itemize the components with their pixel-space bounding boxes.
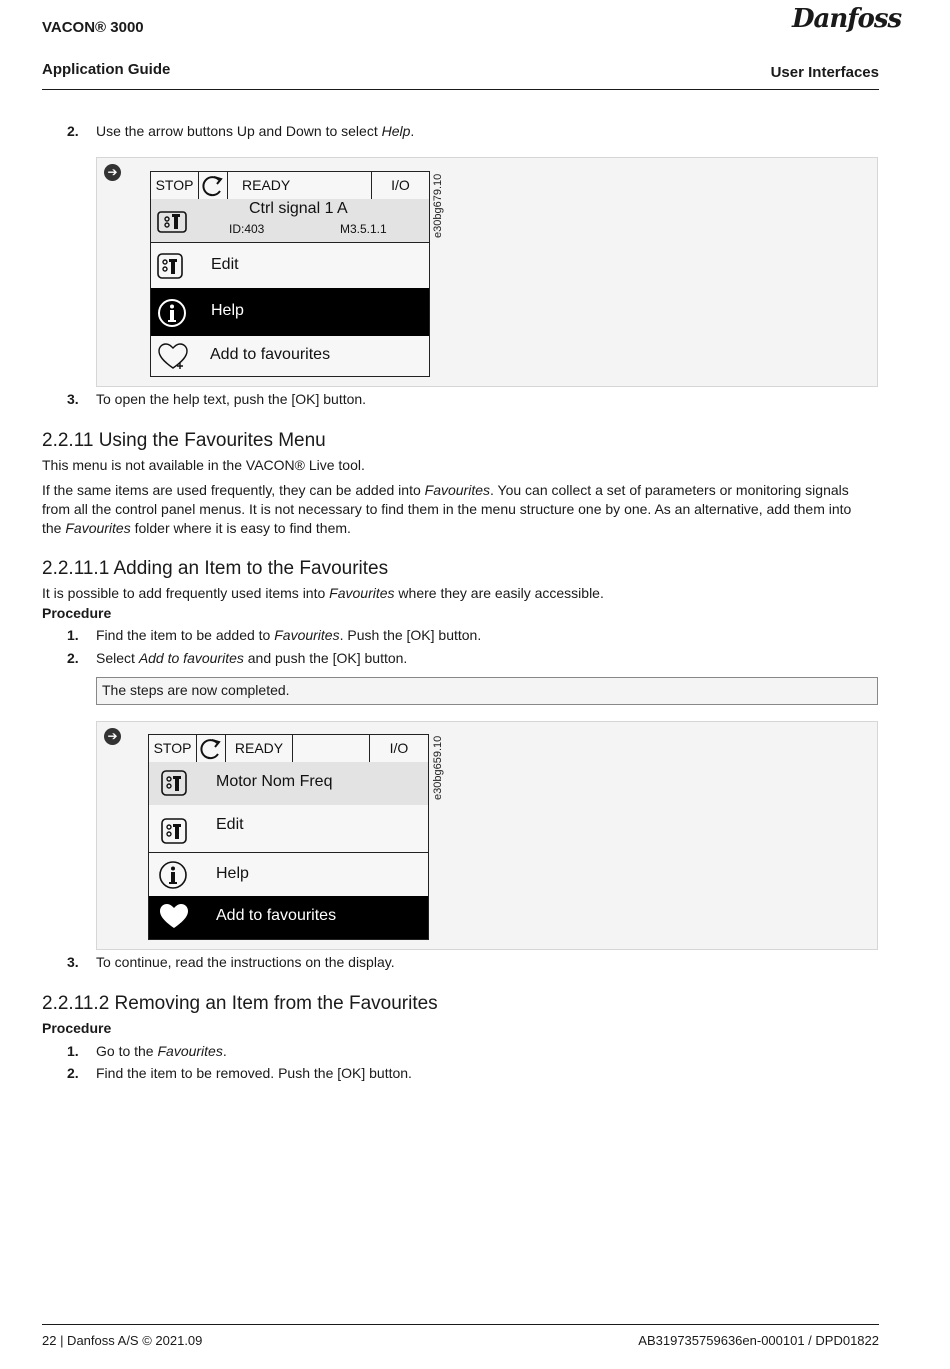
section-heading: 2.2.11.2 Removing an Item from the Favourites xyxy=(42,993,438,1014)
footer-rule xyxy=(42,1324,879,1325)
footer-page-info: 22 | Danfoss A/S © 2021.09 xyxy=(42,1333,203,1348)
keypad-display xyxy=(148,734,429,940)
procedure-label: Procedure xyxy=(42,605,112,621)
heart-plus-icon xyxy=(158,902,190,932)
menu-item-help[interactable] xyxy=(149,854,428,896)
danfoss-logo: Danfoss xyxy=(792,4,902,34)
menu-item-label: Add to favourites xyxy=(216,907,337,924)
step-number: 2. xyxy=(67,123,79,139)
menu-item-help[interactable] xyxy=(151,288,429,336)
rotation-icon xyxy=(199,172,228,199)
rotation-icon xyxy=(197,735,226,762)
guide-title: Application Guide xyxy=(42,61,171,78)
arrow-icon: ➔ xyxy=(104,164,121,181)
step-text: Go to the Favourites. xyxy=(96,1043,227,1059)
footer-doc-id: AB319735759636en-000101 / DPD01822 xyxy=(638,1333,879,1348)
menu-code: M3.5.1.1 xyxy=(340,222,387,236)
product-name: VACON® 3000 xyxy=(42,19,144,36)
menu-item-edit[interactable] xyxy=(149,805,428,853)
section-title: User Interfaces xyxy=(770,64,879,81)
status-io: I/O xyxy=(391,177,410,193)
step-text: To open the help text, push the [OK] button. xyxy=(96,391,367,407)
status-ready: READY xyxy=(228,172,372,199)
menu-item-add-to-favourites[interactable] xyxy=(151,336,429,376)
status-bar xyxy=(149,735,428,763)
parameter-icon xyxy=(161,818,187,844)
result-box: The steps are now completed. xyxy=(96,677,878,705)
step-text: To continue, read the instructions on the display. xyxy=(96,954,395,970)
step-number: 3. xyxy=(67,954,79,970)
figure-code: e30bg659.10 xyxy=(432,735,444,800)
heart-plus-icon xyxy=(157,342,189,372)
step-number: 2. xyxy=(67,1065,79,1081)
parameter-id: ID:403 xyxy=(229,222,265,236)
step-text: Find the item to be added to Favourites. Push the [OK] button. xyxy=(96,627,482,643)
menu-item-add-to-favourites[interactable] xyxy=(149,896,428,939)
menu-item-label: Edit xyxy=(211,256,239,273)
menu-item-label: Add to favourites xyxy=(210,346,331,363)
section-heading: 2.2.11.1 Adding an Item to the Favourites xyxy=(42,558,389,579)
figure-code: e30bg679.10 xyxy=(432,173,444,238)
status-ready: READY xyxy=(226,735,293,762)
section-heading: 2.2.11 Using the Favourites Menu xyxy=(42,430,326,451)
procedure-label: Procedure xyxy=(42,1020,112,1036)
arrow-icon: ➔ xyxy=(104,728,121,745)
parameter-icon xyxy=(157,208,183,234)
status-bar xyxy=(151,172,429,200)
parameter-icon xyxy=(157,253,183,279)
step-number: 1. xyxy=(67,627,79,643)
menu-item-label: Help xyxy=(216,865,249,882)
step-text: Select Add to favourites and push the [OK] button. xyxy=(96,650,408,666)
info-icon xyxy=(158,860,188,890)
status-stop: STOP xyxy=(151,172,199,199)
figure-add-favourites xyxy=(96,721,878,950)
menu-item-label: Help xyxy=(211,302,244,319)
step-text: Find the item to be removed. Push the [OK] button. xyxy=(96,1065,412,1081)
parameter-header xyxy=(151,199,429,243)
step-number: 2. xyxy=(67,650,79,666)
status-io: I/O xyxy=(389,740,409,756)
info-icon xyxy=(157,298,187,328)
paragraph: If the same items are used frequently, they can be added into Favourites. You can collect a set of parameters or monitoring signals from all the control panel menus. It is not necessary to find them in the menu structure one by one. As an alternative, add them into the Favourites folder where it is easy to find them. xyxy=(42,482,852,536)
paragraph: It is possible to add frequently used items into Favourites where they are easily accessible. xyxy=(42,585,604,601)
status-stop: STOP xyxy=(149,735,197,762)
step-text: Use the arrow buttons Up and Down to select Help. xyxy=(96,123,415,139)
menu-item-label: Edit xyxy=(216,816,244,833)
step-number: 3. xyxy=(67,391,79,407)
figure-help-menu xyxy=(96,157,878,387)
keypad-display xyxy=(150,171,430,377)
parameter-icon xyxy=(161,770,187,796)
parameter-title: Ctrl signal 1 A xyxy=(249,200,348,217)
paragraph: This menu is not available in the VACON® Live tool. xyxy=(42,457,365,473)
menu-item-motor-nom-freq[interactable] xyxy=(149,762,428,805)
menu-item-edit[interactable] xyxy=(151,244,429,288)
status-empty xyxy=(293,735,370,762)
header-rule xyxy=(42,89,879,90)
menu-item-label: Motor Nom Freq xyxy=(216,773,333,790)
step-number: 1. xyxy=(67,1043,79,1059)
